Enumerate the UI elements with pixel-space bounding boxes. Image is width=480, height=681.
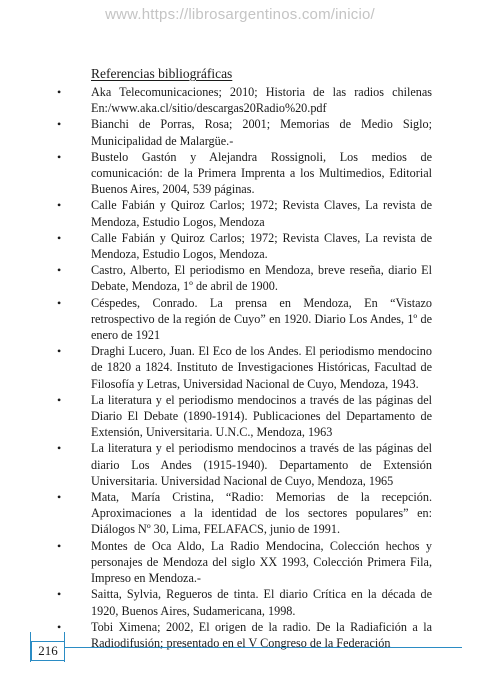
- reference-item: [57, 295, 432, 344]
- reference-text: Calle Fabián y Quiroz Carlos; 1972; Revista Claves, La revista de Mendoza, Estudio Logos, Mendoza.: [91, 230, 432, 262]
- bullet-icon: •: [57, 149, 62, 164]
- page-number: 216: [31, 641, 65, 661]
- reference-text: Bianchi de Porras, Rosa; 2001; Memorias de Medio Siglo; Municipalidad de Malargüe.-: [91, 117, 432, 148]
- reference-item: [57, 149, 432, 198]
- reference-text: Céspedes, Conrado. La prensa en Mendoza, En “Vistazo retrospectivo de la región de Cuyo” en 1920. Diario Los Andes, 1º de enero de 1921: [91, 295, 432, 343]
- bullet-icon: •: [57, 619, 62, 634]
- bullet-icon: •: [57, 85, 62, 99]
- bullet-icon: •: [57, 198, 62, 213]
- reference-item: [57, 440, 432, 489]
- reference-text: Calle Fabián y Quiroz Carlos; 1972; Revista Claves, La revista de Mendoza, Estudio Logos, Mendoza: [91, 198, 432, 229]
- reference-text: Montes de Oca Aldo, La Radio Mendocina, Colección hechos y personajes de Mendoza del siglo XX 1993, Colección Primera Fila, Impreso en Mendoza.-: [91, 538, 432, 586]
- bullet-icon: •: [57, 230, 62, 245]
- reference-item: [57, 262, 432, 294]
- reference-item: [57, 586, 432, 618]
- reference-item: [57, 538, 432, 587]
- reference-text: Saitta, Sylvia, Regueros de tinta. El diario Crítica en la década de 1920, Buenos Aires, Sudamericana, 1998.: [91, 587, 432, 618]
- bullet-icon: •: [57, 263, 62, 278]
- section-heading: Referencias bibliográficas: [91, 66, 233, 81]
- bullet-icon: •: [57, 441, 62, 456]
- source-watermark: www.https://librosargentinos.com/inicio/: [105, 6, 375, 23]
- reference-item: [57, 489, 432, 538]
- reference-text: Mata, María Cristina, “Radio: Memorias de la recepción. Aproximaciones a la identidad de los sectores populares” en: Diálogos Nº 30, Lima, FELAFACS, junio de 1991.: [91, 490, 432, 537]
- reference-item: [57, 230, 432, 262]
- reference-item: [57, 116, 432, 148]
- reference-item: [57, 84, 432, 116]
- reference-item: [57, 197, 432, 229]
- reference-text: Castro, Alberto, El periodismo en Mendoza, breve reseña, diario El Debate, Mendoza, 1º de abril de 1900.: [91, 263, 432, 294]
- bullet-icon: •: [57, 587, 62, 602]
- footer-rule: [30, 647, 462, 648]
- reference-text: Draghi Lucero, Juan. El Eco de los Andes. El periodismo mendocino de 1820 a 1824. Instituto de Investigaciones Históricas, Facultad de Filosofía y Letras, Universidad Nacional de Cuyo, Mendoza, 1943.: [91, 344, 432, 391]
- reference-text: Bustelo Gastón y Alejandra Rossignoli, Los medios de comunicación: de la Primera Imprenta a los Multimedios, Editorial Buenos Aires, 2004, 539 páginas.: [91, 149, 432, 197]
- bullet-icon: •: [57, 538, 62, 553]
- reference-item: [57, 392, 432, 441]
- reference-text: Aka Telecomunicaciones; 2010; Historia de las radios chilenas En:/www.aka.cl/sitio/descargas20Radio%20.pdf: [91, 85, 432, 116]
- bullet-icon: •: [57, 344, 62, 359]
- bullet-icon: •: [57, 392, 62, 407]
- bullet-icon: •: [57, 490, 62, 505]
- reference-text: La literatura y el periodismo mendocinos a través de las páginas del diario Los Andes (1915-1940). Departamento de Extensión Universitaria. Universidad Nacional de Cuyo, Mendoza, 1965: [91, 441, 432, 488]
- reference-text: Tobi Ximena; 2002, El origen de la radio. De la Radiafición a la Radiodifusión; presentado en el V Congreso de la Federación: [91, 619, 432, 650]
- reference-text: La literatura y el periodismo mendocinos a través de las páginas del Diario El Debate (1890-1914). Publicaciones del Departamento de Extensión, Universitaria. U.N.C., Mendoza, 1963: [91, 392, 432, 440]
- reference-item: [57, 343, 432, 392]
- reference-list: [57, 84, 432, 651]
- bullet-icon: •: [57, 295, 62, 310]
- bullet-icon: •: [57, 117, 62, 132]
